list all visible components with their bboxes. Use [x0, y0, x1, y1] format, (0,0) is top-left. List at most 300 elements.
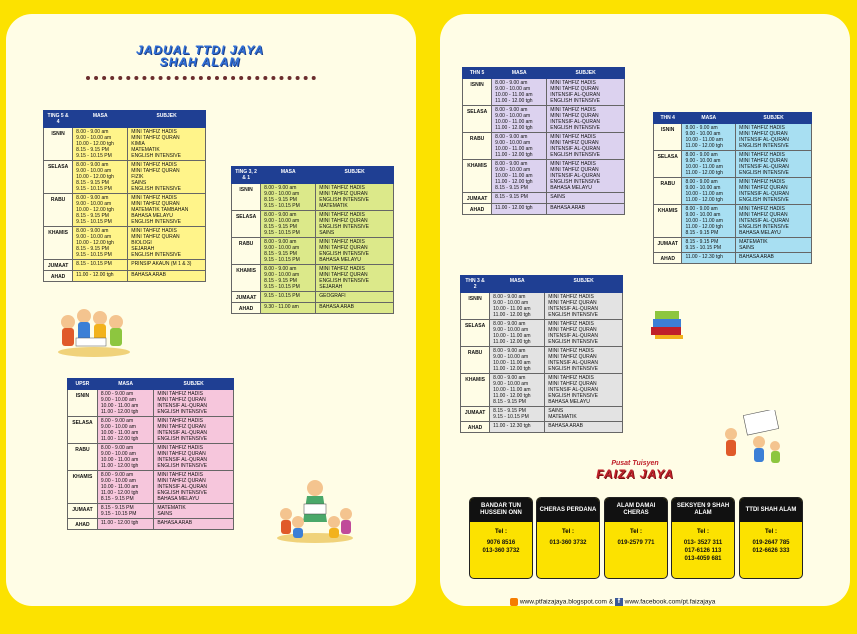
table-header-row	[463, 68, 625, 79]
masa-line: 9.00 - 10.00 am	[495, 167, 531, 173]
branch-phone-number: 017-6126 113	[684, 548, 722, 554]
subjek-line: MINI TAHFIZ QURAN	[739, 131, 788, 137]
subjek-cell	[128, 194, 206, 227]
books-illustration	[647, 305, 687, 343]
table-row	[654, 238, 812, 253]
masa-line: 8.15 - 9.15 PM	[264, 224, 297, 230]
masa-cell	[261, 211, 316, 238]
table-row	[232, 211, 394, 238]
masa-cell	[73, 260, 128, 271]
masa-line: 9.00 - 10.00 am	[493, 300, 529, 306]
subjek-line: MINI TAHFIZ HADIS	[157, 418, 203, 424]
subjek-line: MINI TAHFIZ HADIS	[548, 294, 594, 300]
day-cell: JUMAAT	[232, 292, 261, 303]
masa-line: 9.00 - 10.00 am	[76, 135, 112, 141]
masa-cell	[490, 407, 545, 422]
table-row	[68, 504, 234, 519]
subjek-line: ENGLISH INTENSIVE	[739, 224, 789, 230]
masa-line: 9.15 - 10.15 PM	[100, 511, 137, 517]
masa-line: 8.00 - 9.00 am	[493, 321, 526, 327]
day-cell: KHAMIS	[232, 265, 261, 292]
masa-line: 8.00 - 9.00 am	[495, 134, 528, 140]
day-cell: KHAMIS	[461, 374, 490, 407]
subjek-line: MINI TAHFIZ QURAN	[548, 327, 597, 333]
table-row	[44, 227, 206, 260]
subjek-line: BAHASA MELAYU	[131, 213, 173, 219]
subjek-line: MATEMATIK	[739, 239, 768, 245]
masa-cell	[490, 293, 545, 320]
subjek-line: BAHASA ARAB	[157, 520, 193, 526]
masa-line: 9.00 - 10.00 am	[264, 218, 300, 224]
masa-line: 9.00 - 10.00 am	[264, 245, 300, 251]
branch-numbers	[470, 539, 532, 555]
subjek-line: MINI TAHFIZ HADIS	[157, 391, 203, 397]
masa-line: 9.00 - 10.00 am	[264, 272, 300, 278]
masa-line: 9.15 - 10.15 PM	[264, 230, 300, 236]
masa-line: 9.00 - 10.00 am	[100, 451, 136, 457]
subjek-cell	[316, 265, 394, 292]
masa-line: 9.00 - 10.00 am	[493, 381, 529, 387]
day-cell: ISNIN	[232, 184, 261, 211]
subjek-line: BAHASA ARAB	[319, 304, 354, 310]
facebook-icon: f	[615, 598, 623, 606]
subjek-line: MINI TAHFIZ HADIS	[131, 129, 177, 135]
branch-card	[604, 497, 668, 579]
subjek-line: SAINS	[131, 180, 147, 186]
masa-line: 11.00 - 12.00 tgh	[100, 409, 139, 415]
subjek-line: SAINS	[739, 245, 755, 251]
subjek-line: MINI TAHFIZ QURAN	[157, 478, 206, 484]
masa-line: 10.00 - 12.00 tgh	[76, 207, 114, 213]
day-cell: KHAMIS	[68, 471, 98, 504]
masa-line: 9.15 - 10.15 PM	[76, 219, 112, 225]
subjek-line: MINI TAHFIZ HADIS	[157, 472, 203, 478]
day-cell: KHAMIS	[463, 160, 492, 193]
masa-line: 10.00 - 11.00 am	[493, 306, 531, 312]
column-header: MASA	[490, 276, 545, 293]
title-line-1: JADUAL TTDI JAYA	[135, 43, 264, 57]
subjek-cell	[547, 106, 625, 133]
masa-line: 8.00 - 9.00 am	[264, 212, 297, 218]
table-row	[654, 124, 812, 151]
branch-numbers	[672, 539, 734, 563]
column-header: TING 3, 2 & 1	[232, 167, 261, 184]
masa-line: 8.00 - 9.00 am	[76, 162, 109, 168]
masa-line: 8.00 - 9.00 am	[100, 418, 134, 424]
subjek-line: INTENSIF AL-QURAN	[739, 191, 789, 197]
subjek-cell	[547, 160, 625, 193]
masa-line: 8.15 - 9.15 PM	[264, 251, 297, 257]
table-row	[232, 238, 394, 265]
day-cell: SELASA	[463, 106, 492, 133]
masa-line: 11.00 - 12.00 tgh	[100, 436, 139, 442]
branch-numbers	[740, 539, 802, 555]
subjek-line: ENGLISH INTENSIVE	[550, 98, 600, 104]
table-row	[44, 128, 206, 161]
table-row	[44, 271, 206, 282]
subjek-line: MATEMATIK	[131, 147, 160, 153]
day-cell: RABU	[654, 178, 682, 205]
column-header: SUBJEK	[154, 379, 234, 390]
masa-cell	[682, 151, 736, 178]
facebook-link[interactable]: www.facebook.com/pt.faizajaya	[624, 598, 716, 606]
day-cell: AHAD	[44, 271, 73, 282]
subjek-line: MINI TAHFIZ HADIS	[548, 348, 594, 354]
schedule-table-thn-5	[462, 67, 625, 215]
subjek-cell	[128, 260, 206, 271]
masa-line: 11.00 - 12.00 tgh	[495, 205, 533, 211]
column-header: MASA	[492, 68, 547, 79]
masa-cell	[97, 417, 153, 444]
subjek-line: ENGLISH INTENSIVE	[319, 197, 369, 203]
masa-line: 9.00 - 10.00 am	[495, 86, 531, 92]
subjek-line: MINI TAHFIZ QURAN	[548, 381, 597, 387]
masa-line: 9.15 - 10.15 PM	[76, 186, 112, 192]
subjek-line: INTENSIF AL-QURAN	[157, 457, 208, 463]
masa-line: 8.15 - 9.15 PM	[264, 197, 297, 203]
branch-card	[469, 497, 533, 579]
masa-line: 11.00 - 12.00 tgh	[685, 197, 723, 203]
masa-cell	[73, 271, 128, 282]
masa-line: 9.00 - 10.00 am	[76, 168, 112, 174]
table-row	[461, 407, 623, 422]
table-row	[654, 205, 812, 238]
masa-line: 8.00 - 9.00 am	[100, 445, 134, 451]
subjek-line: ENGLISH INTENSIVE	[548, 366, 598, 372]
masa-line: 8.00 - 9.00 am	[685, 179, 718, 185]
subjek-line: ENGLISH INTENSIVE	[157, 409, 208, 415]
subjek-line: PRINSIP AKAUN (M 1 & 3)	[131, 261, 192, 267]
brand-line-1: Pusat Tuisyen	[611, 460, 659, 467]
masa-line: 8.00 - 9.00 am	[493, 348, 526, 354]
subjek-line: ENGLISH INTENSIVE	[739, 170, 789, 176]
subjek-line: MINI TAHFIZ QURAN	[319, 272, 368, 278]
subjek-cell	[316, 211, 394, 238]
masa-line: 10.00 - 11.00 am	[493, 333, 531, 339]
table-row	[68, 390, 234, 417]
masa-line: 11.00 - 12.00 tgh	[100, 520, 139, 526]
subjek-line: MINI TAHFIZ QURAN	[739, 185, 788, 191]
subjek-line: MINI TAHFIZ QURAN	[550, 167, 599, 173]
table-header-row	[44, 111, 206, 128]
table-header-row	[232, 167, 394, 184]
day-cell: SELASA	[68, 417, 98, 444]
title-divider	[86, 76, 316, 84]
branch-name: CHERAS PERDANA	[537, 498, 599, 522]
branch-card	[739, 497, 803, 579]
column-header: UPSR	[68, 379, 98, 390]
day-cell: JUMAAT	[68, 504, 98, 519]
masa-line: 9.30 - 11.00 am	[264, 304, 299, 310]
column-header: MASA	[97, 379, 153, 390]
schedule-table-ting-3-2-1	[231, 166, 394, 314]
subjek-cell	[547, 79, 625, 106]
day-cell: RABU	[232, 238, 261, 265]
table-row	[463, 133, 625, 160]
masa-cell	[682, 124, 736, 151]
column-header: TING 5 & 4	[44, 111, 73, 128]
masa-line: 10.00 - 11.00 am	[493, 387, 531, 393]
masa-cell	[492, 106, 547, 133]
subjek-line: ENGLISH INTENSIVE	[131, 153, 181, 159]
subjek-line: MINI TAHFIZ HADIS	[739, 179, 785, 185]
subjek-line: BAHASA ARAB	[548, 423, 583, 429]
subjek-line: MATEMATIK	[548, 414, 577, 420]
masa-line: 8.00 - 9.00 am	[495, 80, 528, 86]
masa-line: 9.00 - 10.00 am	[685, 158, 721, 164]
masa-line: 10.00 - 12.00 tgh	[76, 174, 114, 180]
masa-cell	[492, 204, 547, 215]
subjek-cell	[128, 161, 206, 194]
masa-line: 9.00 - 10.00 am	[685, 212, 721, 218]
day-cell: AHAD	[463, 204, 492, 215]
masa-cell	[261, 303, 316, 314]
branch-phone-number: 013-360 3732	[549, 540, 587, 546]
masa-line: 9.15 - 10.15 PM	[264, 203, 300, 209]
masa-line: 8.15 - 9.15 PM	[100, 505, 134, 511]
masa-line: 11.00 - 12.00 tgh	[685, 224, 723, 230]
masa-line: 11.00 - 12.00 tgh	[100, 463, 139, 469]
masa-line: 8.00 - 9.00 am	[76, 195, 109, 201]
masa-cell	[490, 374, 545, 407]
masa-line: 10.00 - 11.00 am	[100, 457, 139, 463]
subjek-cell	[736, 238, 812, 253]
masa-line: 8.15 - 9.15 PM	[100, 496, 134, 502]
subjek-cell	[154, 504, 234, 519]
masa-cell	[490, 320, 545, 347]
subjek-cell	[154, 471, 234, 504]
subjek-cell	[547, 133, 625, 160]
masa-line: 9.15 - 10.15 PM	[264, 257, 300, 263]
subjek-line: ENGLISH INTENSIVE	[131, 186, 181, 192]
subjek-line: INTENSIF AL-QURAN	[739, 218, 789, 224]
schedule-table-thn-3-2	[460, 275, 623, 433]
branch-numbers	[605, 539, 667, 547]
subjek-cell	[547, 204, 625, 215]
schedule-table-thn-4	[653, 112, 812, 264]
subjek-line: ENGLISH INTENSIVE	[548, 393, 598, 399]
masa-cell	[261, 292, 316, 303]
subjek-line: INTENSIF AL-QURAN	[157, 430, 208, 436]
masa-cell	[492, 79, 547, 106]
subjek-line: MINI TAHFIZ QURAN	[739, 212, 788, 218]
masa-line: 8.15 - 9.15 PM	[685, 230, 719, 236]
masa-line: 8.15 - 9.15 PM	[495, 185, 528, 191]
masa-line: 8.15 - 9.15 PM	[76, 147, 109, 153]
masa-line: 11.00 - 12.30 tgh	[493, 423, 531, 429]
brand-logo	[580, 460, 690, 481]
table-row	[68, 519, 234, 530]
day-cell: SELASA	[232, 211, 261, 238]
branch-phone-number: 019-2579 771	[617, 540, 655, 546]
masa-cell	[97, 519, 153, 530]
subjek-cell	[128, 128, 206, 161]
subjek-cell	[545, 293, 623, 320]
subjek-line: FIZIK	[131, 174, 144, 180]
masa-line: 8.15 - 9.15 PM	[493, 408, 526, 414]
day-cell: AHAD	[232, 303, 261, 314]
subjek-line: SAINS	[550, 194, 566, 200]
column-header: THN 5	[463, 68, 492, 79]
subjek-cell	[316, 303, 394, 314]
subjek-line: MINI TAHFIZ QURAN	[131, 234, 180, 240]
subjek-line: INTENSIF AL-QURAN	[739, 137, 789, 143]
subjek-line: ENGLISH INTENSIVE	[319, 278, 369, 284]
subjek-line: INTENSIF AL-QURAN	[548, 387, 598, 393]
table-row	[654, 253, 812, 264]
subjek-line: ENGLISH INTENSIVE	[548, 312, 598, 318]
masa-line: 10.00 - 11.00 am	[100, 403, 139, 409]
subjek-line: MINI TAHFIZ HADIS	[131, 228, 177, 234]
subjek-line: MINI TAHFIZ QURAN	[550, 86, 599, 92]
branch-card	[536, 497, 600, 579]
day-cell: ISNIN	[463, 79, 492, 106]
subjek-line: BAHASA MELAYU	[739, 230, 781, 236]
subjek-line: SAINS	[319, 230, 335, 236]
subjek-line: MATEMATIK	[157, 505, 186, 511]
column-header: SUBJEK	[547, 68, 625, 79]
masa-line: 9.15 - 10.15 PM	[76, 252, 112, 258]
subjek-cell	[545, 422, 623, 433]
branch-numbers	[537, 539, 599, 547]
day-cell: JUMAAT	[461, 407, 490, 422]
subjek-cell	[545, 320, 623, 347]
teacher-reading-illustration	[274, 474, 356, 544]
masa-line: 11.00 - 12.00 tgh	[495, 98, 533, 104]
masa-line: 8.15 - 9.15 PM	[493, 399, 526, 405]
masa-cell	[490, 422, 545, 433]
masa-line: 8.15 - 9.15 PM	[76, 213, 109, 219]
blog-link[interactable]: www.ptfaizajaya.blogspot.com	[519, 598, 607, 606]
subjek-cell	[154, 444, 234, 471]
subjek-line: BAHASA MELAYU	[550, 185, 592, 191]
masa-line: 11.00 - 12.00 tgh	[493, 393, 531, 399]
subjek-line: MINI TAHFIZ QURAN	[131, 135, 180, 141]
schedule-table-ting-5-4	[43, 110, 206, 282]
subjek-line: MINI TAHFIZ HADIS	[550, 134, 596, 140]
table-row	[44, 260, 206, 271]
subjek-line: MINI TAHFIZ HADIS	[739, 152, 785, 158]
subjek-line: ENGLISH INTENSIVE	[319, 224, 369, 230]
masa-line: 9.00 - 10.00 am	[685, 185, 721, 191]
masa-line: 8.00 - 9.00 am	[264, 266, 297, 272]
day-cell: SELASA	[654, 151, 682, 178]
masa-line: 8.00 - 9.00 am	[76, 129, 109, 135]
masa-cell	[73, 161, 128, 194]
masa-cell	[492, 193, 547, 204]
day-cell: ISNIN	[461, 293, 490, 320]
column-header: SUBJEK	[316, 167, 394, 184]
subjek-line: ENGLISH INTENSIVE	[739, 197, 789, 203]
table-row	[463, 160, 625, 193]
masa-line: 8.00 - 9.00 am	[100, 472, 134, 478]
subjek-line: MINI TAHFIZ QURAN	[157, 397, 206, 403]
column-header: MASA	[73, 111, 128, 128]
masa-line: 8.15 - 9.15 PM	[495, 194, 528, 200]
column-header: SUBJEK	[545, 276, 623, 293]
masa-line: 8.00 - 9.00 am	[685, 206, 718, 212]
subjek-cell	[736, 151, 812, 178]
subjek-line: ENGLISH INTENSIVE	[157, 490, 208, 496]
branch-phone-number: 013-4059 681	[684, 556, 722, 562]
subjek-line: MINI TAHFIZ HADIS	[550, 107, 596, 113]
masa-line: 8.00 - 9.00 am	[685, 152, 718, 158]
masa-line: 8.00 - 9.00 am	[100, 391, 134, 397]
masa-cell	[261, 184, 316, 211]
masa-line: 9.00 - 10.00 am	[264, 191, 300, 197]
table-header-row	[461, 276, 623, 293]
subjek-line: INTENSIF AL-QURAN	[550, 119, 600, 125]
table-row	[461, 422, 623, 433]
subjek-line: ENGLISH INTENSIVE	[319, 251, 369, 257]
subjek-line: INTENSIF AL-QURAN	[739, 164, 789, 170]
day-cell: AHAD	[461, 422, 490, 433]
kids-drawing-illustration	[715, 410, 785, 466]
day-cell: KHAMIS	[44, 227, 73, 260]
table-row	[463, 106, 625, 133]
subjek-line: SAINS	[157, 511, 173, 517]
branch-tel-label: Tel :	[562, 529, 574, 535]
subjek-line: SEJARAH	[319, 284, 343, 290]
branch-tel-label: Tel :	[630, 529, 642, 535]
subjek-line: BAHASA ARAB	[739, 254, 774, 260]
masa-cell	[261, 265, 316, 292]
subjek-line: MINI TAHFIZ HADIS	[550, 161, 596, 167]
masa-line: 10.00 - 12.00 tgh	[76, 240, 114, 246]
subjek-line: INTENSIF AL-QURAN	[548, 306, 598, 312]
subjek-line: MINI TAHFIZ HADIS	[157, 445, 203, 451]
day-cell: ISNIN	[44, 128, 73, 161]
subjek-cell	[154, 519, 234, 530]
column-header: MASA	[261, 167, 316, 184]
blogger-icon	[510, 598, 518, 606]
column-header: SUBJEK	[128, 111, 206, 128]
masa-line: 9.15 - 10.15 PM	[76, 153, 112, 159]
schedule-table-upsr	[67, 378, 234, 530]
table-row	[463, 79, 625, 106]
masa-line: 8.15 - 9.15 PM	[76, 246, 109, 252]
masa-line: 8.00 - 9.00 am	[493, 375, 526, 381]
subjek-line: MINI TAHFIZ QURAN	[157, 424, 206, 430]
branch-phone-number: 9076 8516	[486, 540, 516, 546]
column-header: SUBJEK	[736, 113, 812, 124]
masa-line: 8.00 - 9.00 am	[495, 107, 528, 113]
subjek-line: MINI TAHFIZ QURAN	[131, 201, 180, 207]
subjek-cell	[736, 124, 812, 151]
subjek-cell	[316, 292, 394, 303]
subjek-line: GEOGRAFI	[319, 293, 346, 299]
subjek-line: MINI TAHFIZ HADIS	[319, 212, 365, 218]
table-row	[232, 303, 394, 314]
footer-links	[510, 598, 715, 606]
table-row	[461, 320, 623, 347]
masa-line: 9.15 - 10.15 PM	[493, 414, 529, 420]
masa-cell	[490, 347, 545, 374]
subjek-line: INTENSIF AL-QURAN	[550, 173, 600, 179]
day-cell: RABU	[461, 347, 490, 374]
masa-line: 10.00 - 11.00 am	[685, 191, 723, 197]
masa-line: 11.00 - 12.30 tgh	[685, 254, 723, 260]
subjek-line: MINI TAHFIZ HADIS	[319, 239, 365, 245]
day-cell: RABU	[463, 133, 492, 160]
branch-name: TTDI SHAH ALAM	[740, 498, 802, 522]
subjek-line: ENGLISH INTENSIVE	[131, 252, 181, 258]
brand-line-2: FAIZA JAYA	[596, 467, 674, 481]
column-header: MASA	[682, 113, 736, 124]
branch-card	[671, 497, 735, 579]
masa-line: 9.15 - 10.15 PM	[685, 245, 722, 251]
subjek-line: ENGLISH INTENSIVE	[131, 219, 181, 225]
